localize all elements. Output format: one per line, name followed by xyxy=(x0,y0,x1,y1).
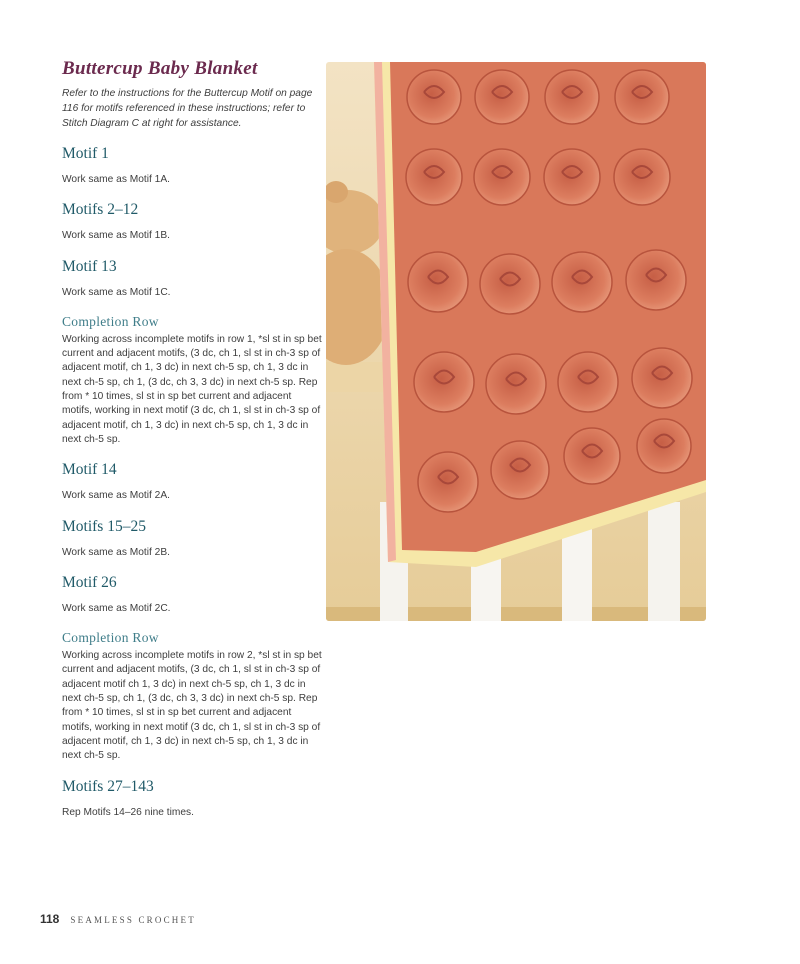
heading-motif-26: Motif 26 xyxy=(62,573,117,591)
heading-motifs-15-25: Motifs 15–25 xyxy=(62,517,146,535)
heading-motifs-2-12: Motifs 2–12 xyxy=(62,201,139,219)
page-title: Buttercup Baby Blanket xyxy=(62,58,258,79)
pattern-column xyxy=(62,58,324,834)
heading-motif-14: Motif 14 xyxy=(62,461,117,479)
book-title: SEAMLESS CROCHET xyxy=(70,915,196,925)
heading-motifs-27-143: Motifs 27–143 xyxy=(62,777,154,795)
body-motif-26: Work same as Motif 2C. xyxy=(62,602,171,614)
page-footer xyxy=(40,912,196,926)
intro-text: Refer to the instructions for the Buttercup Motif on page 116 for motifs referenced in these instructions; refer to Stitch Diagram C at right for assistance. xyxy=(62,88,313,129)
body-motifs-2-12: Work same as Motif 1B. xyxy=(62,230,170,242)
heading-motif-1: Motif 1 xyxy=(62,145,109,162)
body-motif-1: Work same as Motif 1A. xyxy=(62,174,170,185)
body-motifs-27-143: Rep Motifs 14–26 nine times. xyxy=(62,806,194,818)
body-motif-14: Work same as Motif 2A. xyxy=(62,490,170,502)
heading-motif-13: Motif 13 xyxy=(62,257,117,275)
body-motif-13: Work same as Motif 1C. xyxy=(62,286,171,298)
body-completion-row-1: Working across incomplete motifs in row 1, *sl st in sp bet current and adjacent motifs, (3 dc, ch 1, sl st in ch-3 sp of adjacent motif, ch 1, 3 dc) in next ch-5 sp, ch 1, 3 dc in next ch-5 sp, ch 1, (3 dc, ch 3, 3 dc) in next ch-5 sp. Rep from * 10 times, sl st in sp bet current and adjacent motifs, working in next motif (3 dc, ch 1, sl st in ch-3 sp of adjacent motif, ch 1, 3 dc) in next ch-5 sp, ch 1, 3 dc in next ch-5 sp. xyxy=(62,333,322,445)
subheading-completion-row-2: Completion Row xyxy=(62,630,159,646)
body-completion-row-2: Working across incomplete motifs in row 2, *sl st in sp bet current and adjacent motifs, (3 dc, ch 1, sl st in ch-3 sp of adjacent motif ch 1, 3 dc) in next ch-5 sp, ch 1, 3 dc in next ch-5 sp, ch 1, (3 dc, ch 3, 3 dc) in next ch-5 sp. Rep from * 10 times, sl st in sp bet current and adjacent motifs, working in next motif (3 dc, ch 1, sl st in ch-3 sp of adjacent motif, ch 1, 3 dc) in next ch-5 sp, ch 1, 3 dc in next ch-5 sp. xyxy=(62,650,322,762)
blanket-photo xyxy=(326,62,706,621)
body-motifs-15-25: Work same as Motif 2B. xyxy=(62,546,170,558)
page-number: 118 xyxy=(40,912,60,926)
subheading-completion-row-1: Completion Row xyxy=(62,313,159,329)
